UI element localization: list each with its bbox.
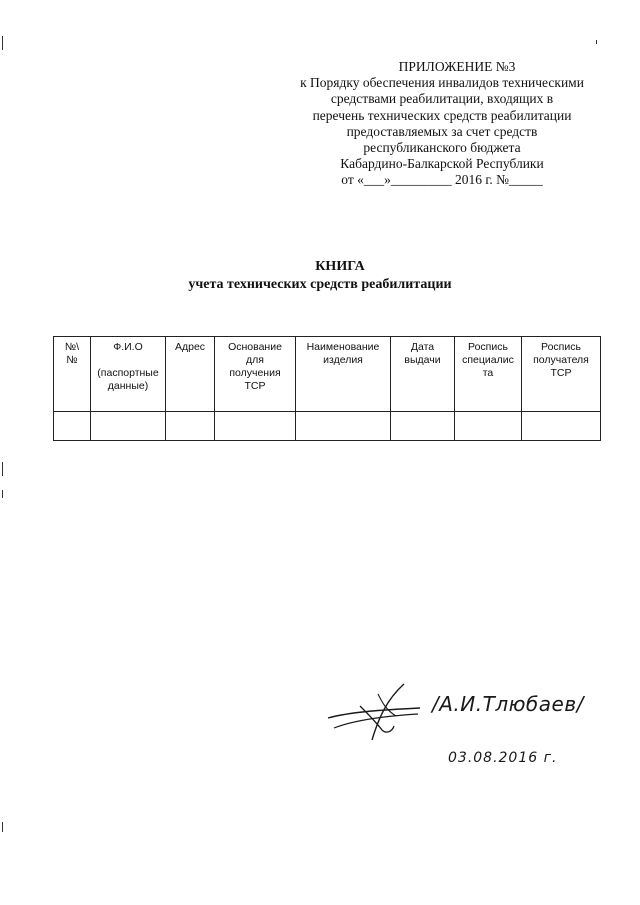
column-header-number: №\ №: [54, 337, 91, 412]
appendix-header: [262, 59, 622, 189]
table-cell: [215, 412, 296, 441]
column-header-item-name: Наименование изделия: [296, 337, 391, 412]
appendix-line: предоставляемых за счет средств: [346, 123, 538, 139]
scan-artifact: [2, 462, 3, 476]
scan-artifact: [2, 36, 3, 50]
column-header-issue-date: Дата выдачи: [391, 337, 455, 412]
appendix-line: к Порядку обеспечения инвалидов техническими: [300, 75, 584, 91]
table-cell: [522, 412, 601, 441]
column-header-name: Ф.И.О (паспортные данные): [91, 337, 166, 412]
book-title: [0, 258, 640, 294]
appendix-line: Кабардино-Балкарской Республики: [340, 156, 544, 172]
book-title-main: КНИГА: [315, 259, 365, 274]
appendix-date-line: от «___»_________ 2016 г. №_____: [341, 172, 543, 188]
register-table: [53, 336, 601, 441]
column-header-address: Адрес: [166, 337, 215, 412]
table-cell: [455, 412, 522, 441]
table-cell: [391, 412, 455, 441]
appendix-title: ПРИЛОЖЕНИЕ №3: [398, 59, 516, 74]
table-cell: [91, 412, 166, 441]
signature-name: /А.И.Тлюбаев/: [432, 692, 584, 716]
table-header-row: [54, 337, 601, 412]
appendix-line: перечень технических средств реабилитации: [312, 107, 572, 123]
column-header-basis: Основание для получения ТСР: [215, 337, 296, 412]
table-cell: [296, 412, 391, 441]
table-cell: [166, 412, 215, 441]
column-header-recipient-signature: Роспись получателя ТСР: [522, 337, 601, 412]
appendix-line: средствами реабилитации, входящих в: [330, 91, 554, 107]
signature-area: [320, 670, 620, 780]
scan-artifact: [596, 40, 597, 44]
scan-artifact: [2, 822, 3, 832]
table-cell: [54, 412, 91, 441]
book-title-sub: учета технических средств реабилитации: [188, 277, 452, 292]
signature-date: 03.08.2016 г.: [448, 750, 558, 766]
table-row: [54, 412, 601, 441]
appendix-line: республиканского бюджета: [363, 140, 521, 156]
handwritten-signature: [320, 670, 430, 745]
scan-artifact: [2, 490, 3, 498]
column-header-specialist-signature: Роспись специалис та: [455, 337, 522, 412]
